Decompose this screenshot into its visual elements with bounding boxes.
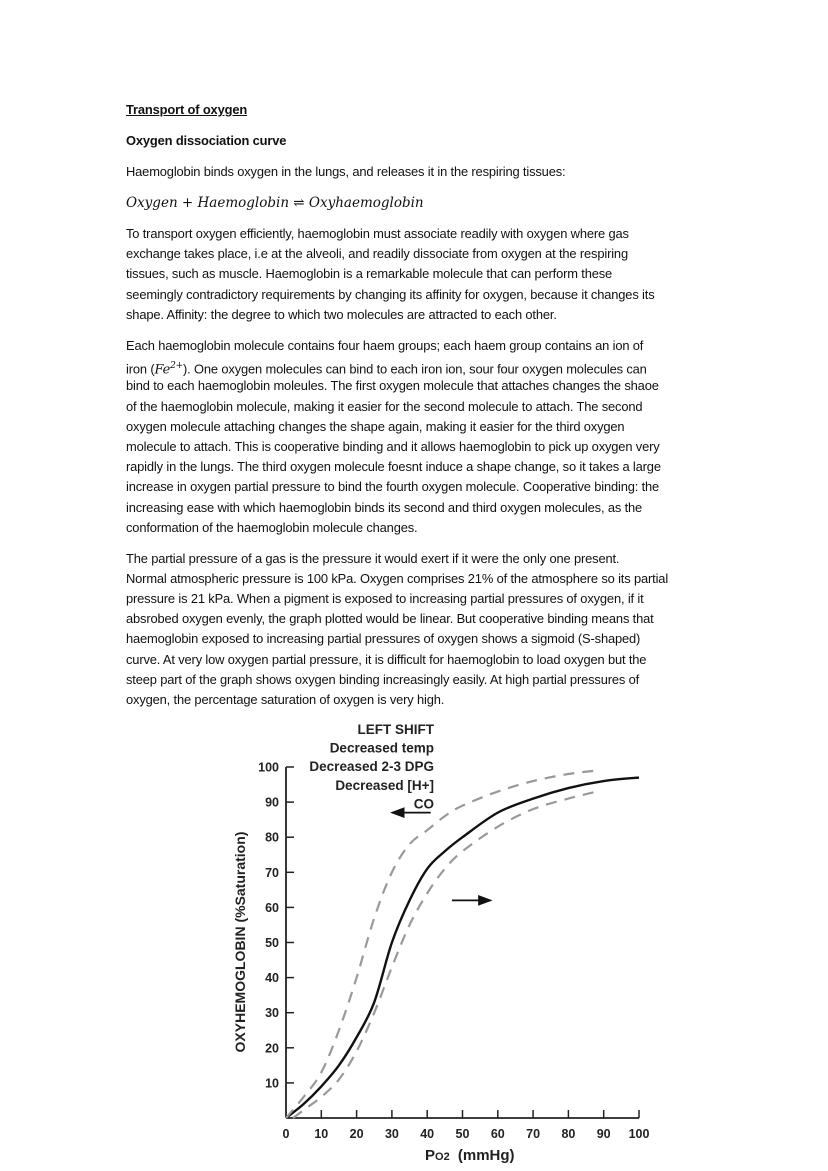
- x-tick-label: 100: [628, 1127, 650, 1141]
- x-tick-label: 80: [561, 1127, 576, 1141]
- text-line: absrobed oxygen evenly, the graph plotted would be linear. But cooperative binding means that: [126, 611, 654, 626]
- y-tick-label: 90: [265, 795, 279, 810]
- text-line: steep part of the graph shows oxygen binding increasingly easily. At high partial pressures of: [126, 672, 640, 687]
- annotation-line: Decreased temp: [329, 740, 434, 756]
- section-heading: Oxygen dissociation curve: [126, 133, 287, 148]
- annotation-line: LEFT SHIFT: [357, 722, 434, 737]
- x-tick-label: 70: [526, 1127, 541, 1141]
- x-tick-label: 40: [420, 1127, 435, 1141]
- text-line: rapidly in the lungs. The third oxygen molecule foesnt induce a shape change, so it takes a large: [126, 459, 661, 474]
- y-tick-label: 40: [265, 971, 279, 986]
- text-line: curve. At very low oxygen partial pressure, it is difficult for haemoglobin to load oxygen but the: [126, 652, 647, 667]
- text-line: increasing ease with which haemoglobin binds its second and third oxygen molecules, as the: [126, 500, 643, 515]
- x-tick-label: 10: [314, 1127, 329, 1141]
- text-line: seemingly contradictory requirements by changing its affinity for oxygen, because it changes its: [126, 287, 655, 302]
- text-line: The partial pressure of a gas is the pressure it would exert if it were the only one present.: [126, 551, 620, 566]
- annotation-line: Decreased 2-3 DPG: [309, 759, 434, 775]
- text-segment: iron (: [126, 361, 155, 377]
- shifted-curve-2: [293, 792, 597, 1118]
- text-segment: ). One oxygen molecules can bind to each iron ion, sour four oxygen molecules can: [183, 361, 647, 377]
- text-line: oxygen molecule attaching changes the shape again, making it easier for the third oxygen: [126, 419, 625, 434]
- text-line: tissues, such as muscle. Haemoglobin is a remarkable molecule that can perform these: [126, 266, 613, 281]
- y-tick-label: 100: [258, 760, 279, 775]
- text-line: haemoglobin exposed to increasing partial pressures of oxygen shows a sigmoid (S-shaped): [126, 631, 641, 646]
- text-line: bind to each haemoglobin moleules. The first oxygen molecule that attaches changes the shaoe: [126, 378, 659, 393]
- text-line: oxygen, the percentage saturation of oxygen is very high.: [126, 692, 445, 707]
- x-tick-label: 90: [596, 1127, 611, 1141]
- x-axis-title: PO2 (mmHg): [425, 1147, 515, 1164]
- x-tick-label: 20: [349, 1127, 364, 1141]
- iron-formula: Fe: [154, 362, 171, 378]
- y-tick-label: 10: [265, 1076, 279, 1091]
- text-line: increase in oxygen partial pressure to bind the fourth oxygen molecule. Cooperative binding: the: [126, 479, 660, 494]
- text-line: Each haemoglobin molecule contains four haem groups; each haem group contains an ion of: [126, 338, 644, 353]
- reaction-equation: Oxygen + Haemoglobin ⇌ Oxyhaemoglobin: [126, 195, 424, 211]
- x-tick-label: 30: [384, 1127, 399, 1141]
- x-tick-label: 60: [490, 1127, 505, 1141]
- text-line: shape. Affinity: the degree to which two molecules are attracted to each other.: [126, 307, 557, 322]
- shifted-curve-1: [286, 771, 597, 1118]
- x-tick-label: 50: [455, 1127, 470, 1141]
- y-tick-label: 50: [265, 936, 279, 950]
- text-line: To transport oxygen efficiently, haemoglobin must associate readily with oxygen where gas: [126, 226, 629, 241]
- intro-text: Haemoglobin binds oxygen in the lungs, and releases it in the respiring tissues:: [126, 164, 566, 179]
- y-tick-label: 80: [265, 830, 279, 845]
- y-tick-label: 30: [265, 1006, 279, 1021]
- text-line: molecule to attach. This is cooperative binding and it allows haemoglobin to pick up oxygen very: [126, 439, 660, 454]
- x-tick-label: 0: [282, 1127, 290, 1141]
- normal-curve: [286, 778, 639, 1118]
- y-tick-label: 70: [265, 865, 279, 880]
- annotation-line: CO: [413, 796, 434, 812]
- text-line: Normal atmospheric pressure is 100 kPa. Oxygen comprises 21% of the atmosphere so its partial: [126, 571, 669, 586]
- text-line: conformation of the haemoglobin molecule changes.: [126, 520, 418, 535]
- text-line: of the haemoglobin molecule, making it easier for the second molecule to attach. The second: [126, 399, 643, 414]
- text-line: pressure is 21 kPa. When a pigment is exposed to increasing partial pressures of oxygen, if it: [126, 591, 644, 606]
- y-tick-label: 60: [265, 900, 279, 915]
- annotation-line: Decreased [H+]: [335, 777, 434, 793]
- document-title: Transport of oxygen: [126, 102, 248, 117]
- iron-charge: 2+: [170, 361, 184, 371]
- text-line: exchange takes place, i.e at the alveoli, and readily dissociate from oxygen at the respiring: [126, 246, 628, 261]
- y-tick-label: 20: [265, 1041, 279, 1056]
- y-axis-title: OXYHEMOGLOBIN (%Saturation): [232, 831, 248, 1053]
